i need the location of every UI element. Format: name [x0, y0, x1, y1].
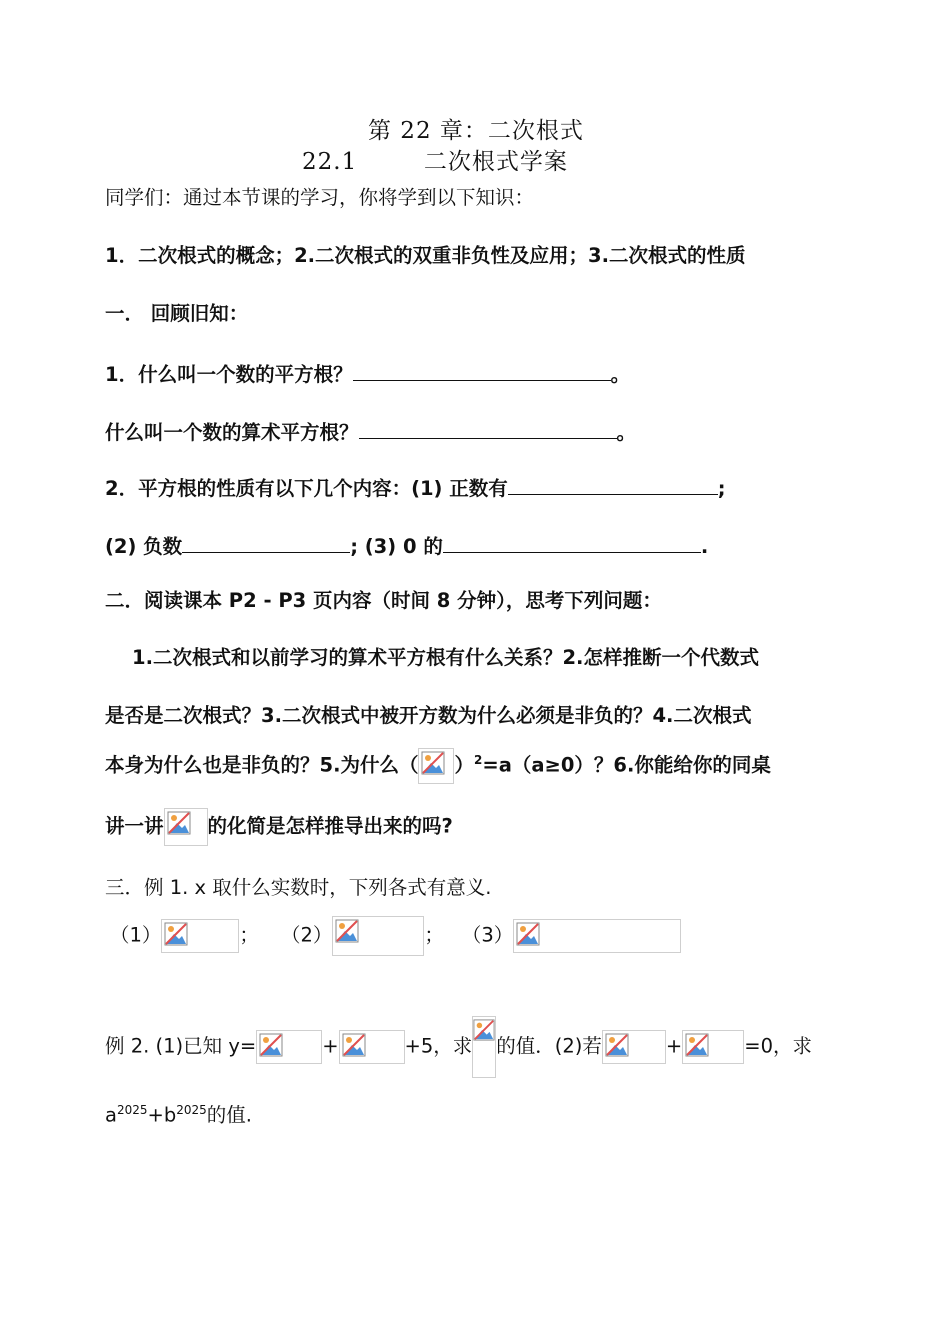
item-2-label: （2） — [280, 923, 333, 947]
answer-blank[interactable] — [353, 362, 611, 381]
example1-items — [110, 916, 681, 956]
broken-image-icon — [259, 1033, 283, 1057]
question-2b-text2: ; (3) 0 的 — [350, 535, 443, 558]
question-1b — [105, 420, 636, 443]
formula-image — [256, 1030, 322, 1064]
exponent: 2025 — [116, 1103, 148, 1117]
broken-image-icon — [342, 1033, 366, 1057]
part3-heading: 三．例 1. x 取什么实数时，下列各式有意义. — [105, 876, 492, 899]
part2-line3-text2: =a（a≥0）？6.你能给你的同桌 — [482, 753, 771, 777]
broken-image-icon — [335, 919, 359, 943]
plus-sign: + — [322, 1034, 339, 1058]
question-2b-text: (2) 负数 — [105, 535, 183, 558]
section-number: 22.1 — [302, 149, 358, 175]
question-1a — [105, 362, 630, 385]
example2-text4: =0，求 — [744, 1034, 813, 1058]
part2-line1: 1.二次根式和以前学习的算术平方根有什么关系？2.怎样推断一个代数式 — [132, 646, 759, 669]
question-1b-text: 什么叫一个数的算术平方根？ — [105, 421, 359, 444]
punct: . — [700, 535, 709, 558]
item-3-label: （3） — [461, 923, 514, 947]
exponent: 2025 — [176, 1103, 207, 1117]
part2-line4 — [105, 808, 453, 846]
answer-blank[interactable] — [182, 534, 350, 553]
example2-line2 — [105, 1104, 252, 1125]
part1-heading: 一． 回顾旧知： — [105, 302, 249, 325]
broken-image-icon — [516, 922, 540, 946]
answer-blank[interactable] — [443, 534, 701, 553]
punct: 。 — [616, 421, 637, 444]
formula-image — [418, 748, 454, 784]
formula-image — [339, 1030, 405, 1064]
part2-line4-text: 讲一讲 — [105, 814, 164, 838]
answer-blank[interactable] — [508, 476, 718, 495]
objectives: 1．二次根式的概念；2.二次根式的双重非负性及应用；3.二次根式的性质 — [105, 244, 746, 267]
question-2b — [105, 534, 708, 557]
separator: ； — [239, 923, 259, 947]
var-a: a — [105, 1103, 117, 1127]
part2-line4-text2: 的化简是怎样推导出来的吗? — [207, 814, 453, 838]
part2-line2: 是否是二次根式？3.二次根式中被开方数为什么必须是非负的？4.二次根式 — [105, 704, 752, 727]
intro-text: 同学们：通过本节课的学习，你将学到以下知识： — [105, 186, 535, 209]
punct: ; — [717, 477, 726, 500]
section-title — [302, 143, 568, 176]
question-1a-text: 1．什么叫一个数的平方根？ — [105, 363, 353, 386]
superscript: 2 — [474, 753, 483, 767]
item-1-label: （1） — [110, 923, 162, 947]
broken-image-icon — [421, 751, 445, 775]
example2-text2: +5，求 — [404, 1034, 473, 1058]
question-2-text: 2．平方根的性质有以下几个内容：(1) 正数有 — [105, 477, 508, 500]
example2-line — [105, 1016, 812, 1078]
example2-text3: 的值．(2)若 — [496, 1034, 602, 1058]
formula-image — [682, 1030, 744, 1064]
formula-image — [332, 916, 424, 956]
separator: ； — [424, 923, 444, 947]
part2-line3-text: 本身为什么也是非负的？5.为什么（ — [105, 753, 419, 777]
broken-image-icon — [473, 1019, 495, 1041]
broken-image-icon — [685, 1033, 709, 1057]
broken-image-icon — [605, 1033, 629, 1057]
formula-image — [161, 919, 239, 953]
broken-image-icon — [164, 922, 188, 946]
part2-line3 — [105, 748, 771, 784]
chapter-title: 第 22 章：二次根式 — [368, 118, 584, 144]
part2-heading: 二．阅读课本 P2 - P3 页内容（时间 8 分钟），思考下列问题： — [105, 589, 662, 612]
example2-end-text: 的值. — [206, 1103, 252, 1127]
var-b: +b — [147, 1103, 177, 1127]
formula-image — [164, 808, 208, 846]
answer-blank[interactable] — [359, 420, 617, 439]
formula-image — [472, 1016, 496, 1078]
example2-text: 例 2. (1)已知 y= — [105, 1034, 257, 1058]
formula-image — [513, 919, 681, 953]
broken-image-icon — [167, 811, 191, 835]
formula-image — [602, 1030, 666, 1064]
paren: ） — [454, 753, 474, 777]
punct: 。 — [610, 363, 631, 386]
question-2 — [105, 476, 726, 499]
section-name: 二次根式学案 — [423, 149, 568, 175]
plus-sign: + — [665, 1034, 683, 1058]
